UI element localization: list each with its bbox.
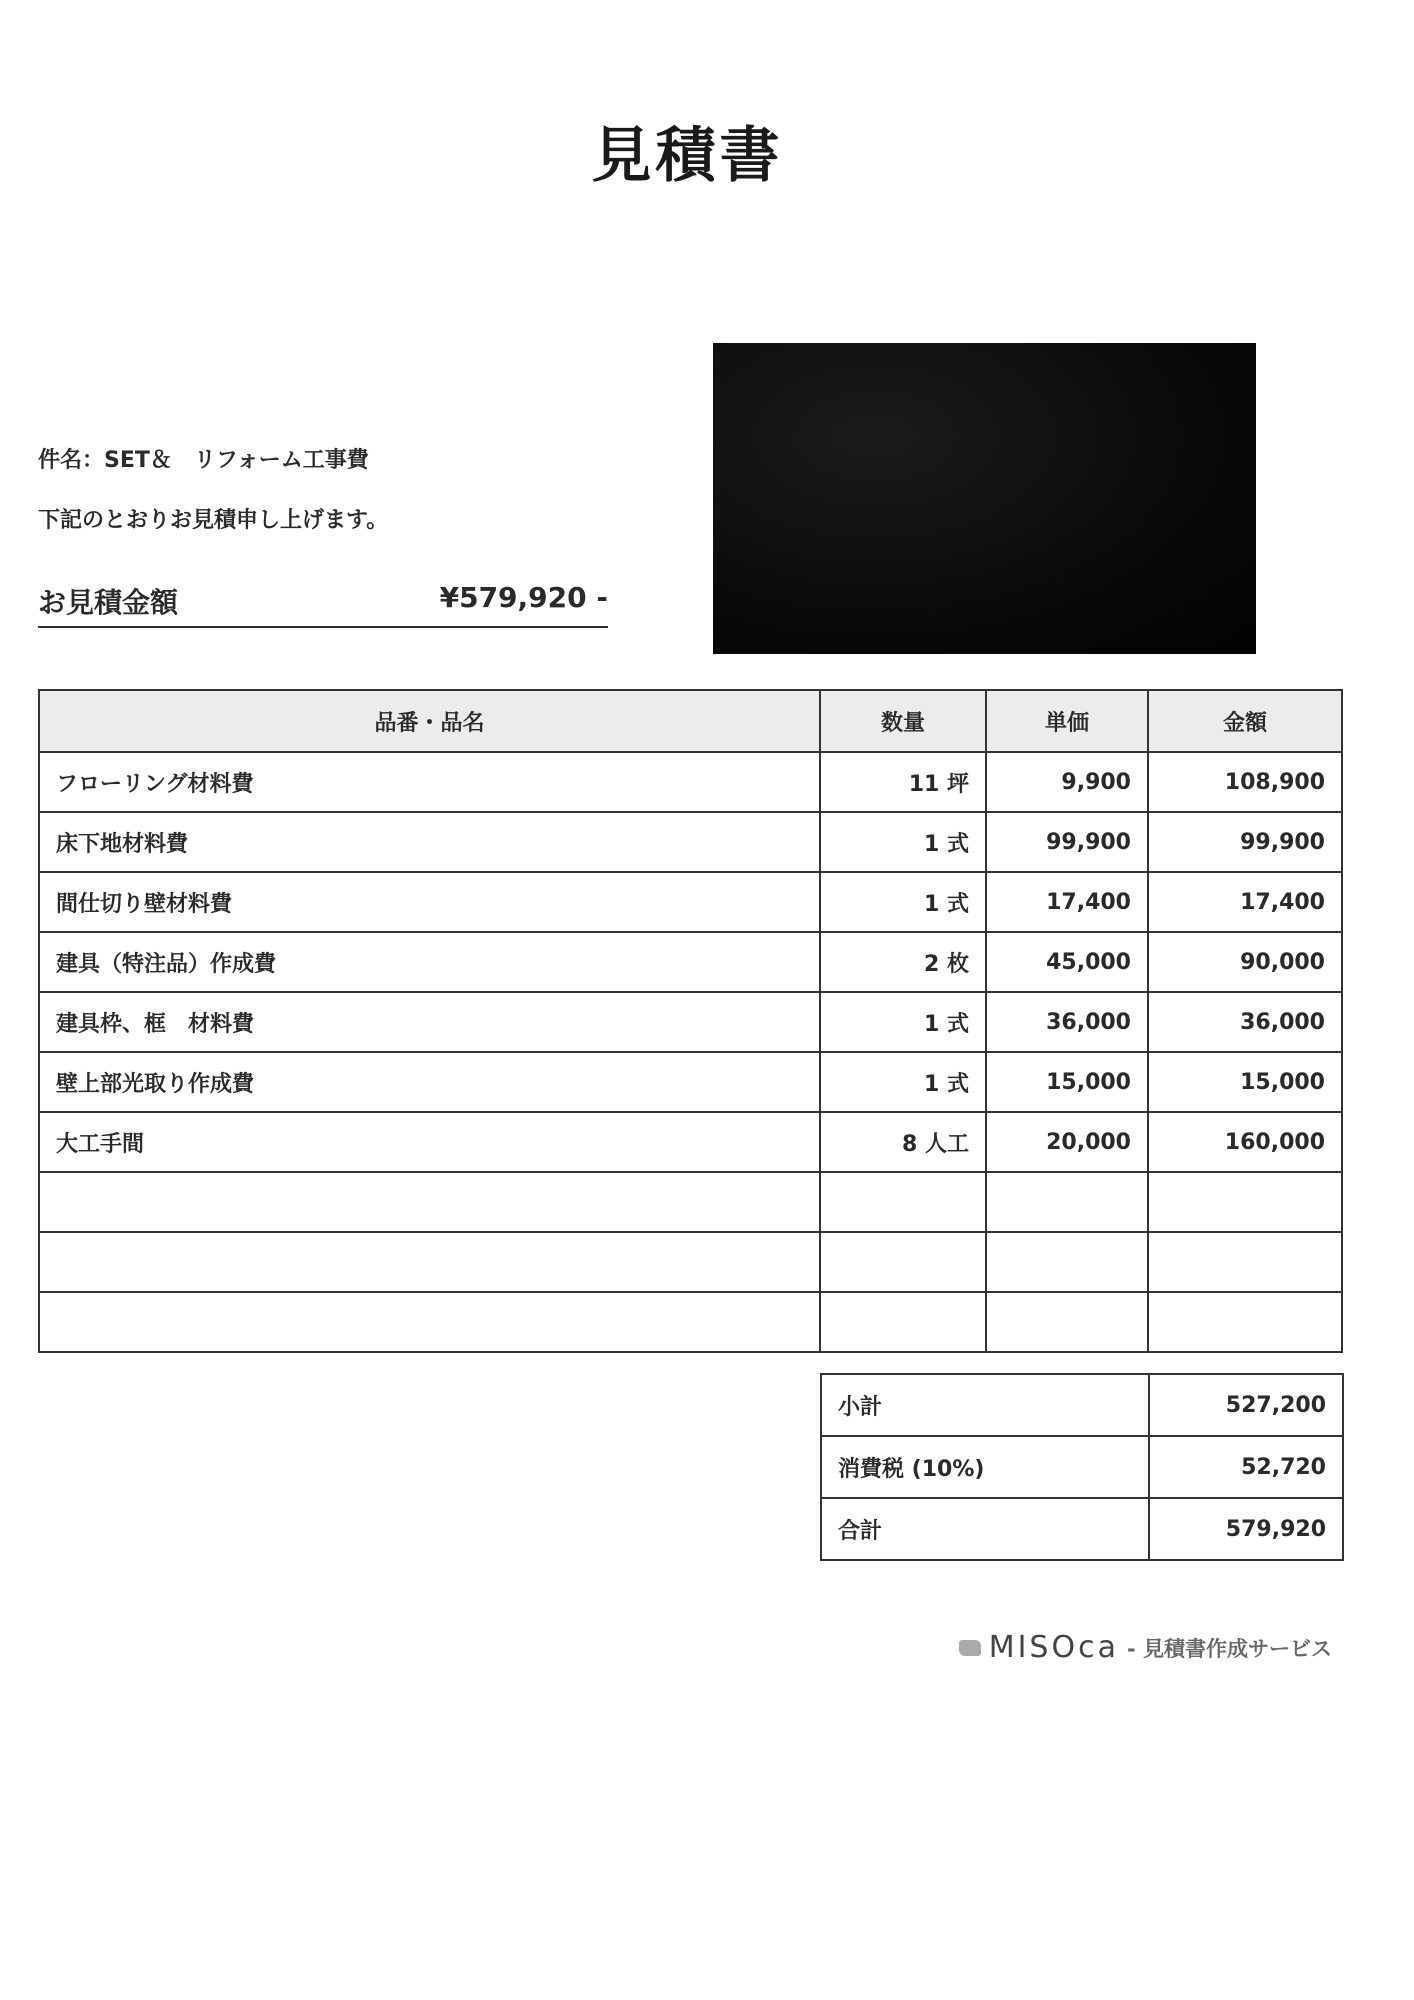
items-table [38, 689, 1343, 1353]
subtotal-label: 小計 [821, 1374, 1149, 1436]
total-row [821, 1498, 1343, 1560]
item-amount: 17,400 [1148, 872, 1342, 932]
table-row-empty [39, 1232, 1342, 1292]
item-qty: 1 式 [820, 812, 986, 872]
total-value: 579,920 [1149, 1498, 1343, 1560]
redacted-block [713, 343, 1256, 654]
table-row [39, 1052, 1342, 1112]
brand-name: MISOca [988, 1630, 1119, 1665]
table-header-row [39, 690, 1342, 752]
estimate-total-box [38, 578, 608, 628]
item-name: 壁上部光取り作成費 [39, 1052, 820, 1112]
header-unit-price: 単価 [986, 690, 1148, 752]
item-name: 床下地材料費 [39, 812, 820, 872]
table-row [39, 872, 1342, 932]
item-name: 建具（特注品）作成費 [39, 932, 820, 992]
item-name: 建具枠、框 材料費 [39, 992, 820, 1052]
item-qty: 1 式 [820, 872, 986, 932]
item-amount: 99,900 [1148, 812, 1342, 872]
table-row [39, 1112, 1342, 1172]
item-amount: 36,000 [1148, 992, 1342, 1052]
estimate-total-amount: ¥579,920 - [439, 581, 608, 614]
item-unit-price: 15,000 [986, 1052, 1148, 1112]
brand-tagline: - 見積書作成サービス [1126, 1636, 1332, 1661]
item-name: 大工手間 [39, 1112, 820, 1172]
misoca-logo-icon [959, 1640, 981, 1656]
footer-brand [959, 1630, 1332, 1665]
header-amount: 金額 [1148, 690, 1342, 752]
subtotal-row [821, 1374, 1343, 1436]
item-amount: 90,000 [1148, 932, 1342, 992]
subtotal-value: 527,200 [1149, 1374, 1343, 1436]
table-row-empty [39, 1172, 1342, 1232]
table-row-empty [39, 1292, 1342, 1352]
item-unit-price: 20,000 [986, 1112, 1148, 1172]
header-item-name: 品番・品名 [39, 690, 820, 752]
table-row [39, 752, 1342, 812]
item-unit-price: 45,000 [986, 932, 1148, 992]
item-qty: 2 枚 [820, 932, 986, 992]
item-qty: 8 人工 [820, 1112, 986, 1172]
total-label: 合計 [821, 1498, 1149, 1560]
table-row [39, 992, 1342, 1052]
tax-row [821, 1436, 1343, 1498]
document-title: 見積書 [591, 121, 784, 191]
intro-text: 下記のとおりお見積申し上げます。 [38, 508, 389, 533]
table-row [39, 932, 1342, 992]
item-unit-price: 17,400 [986, 872, 1148, 932]
item-name: フローリング材料費 [39, 752, 820, 812]
header-quantity: 数量 [820, 690, 986, 752]
item-amount: 108,900 [1148, 752, 1342, 812]
item-amount: 160,000 [1148, 1112, 1342, 1172]
item-unit-price: 9,900 [986, 752, 1148, 812]
tax-label: 消費税 (10%) [821, 1436, 1149, 1498]
item-unit-price: 99,900 [986, 812, 1148, 872]
item-unit-price: 36,000 [986, 992, 1148, 1052]
summary-table [820, 1373, 1344, 1561]
estimate-total-label: お見積金額 [38, 586, 179, 619]
table-row [39, 812, 1342, 872]
subject-line: 件名：SET＆ リフォーム工事費 [38, 448, 369, 473]
item-name: 間仕切り壁材料費 [39, 872, 820, 932]
tax-value: 52,720 [1149, 1436, 1343, 1498]
item-qty: 1 式 [820, 992, 986, 1052]
item-qty: 1 式 [820, 1052, 986, 1112]
item-qty: 11 坪 [820, 752, 986, 812]
item-amount: 15,000 [1148, 1052, 1342, 1112]
